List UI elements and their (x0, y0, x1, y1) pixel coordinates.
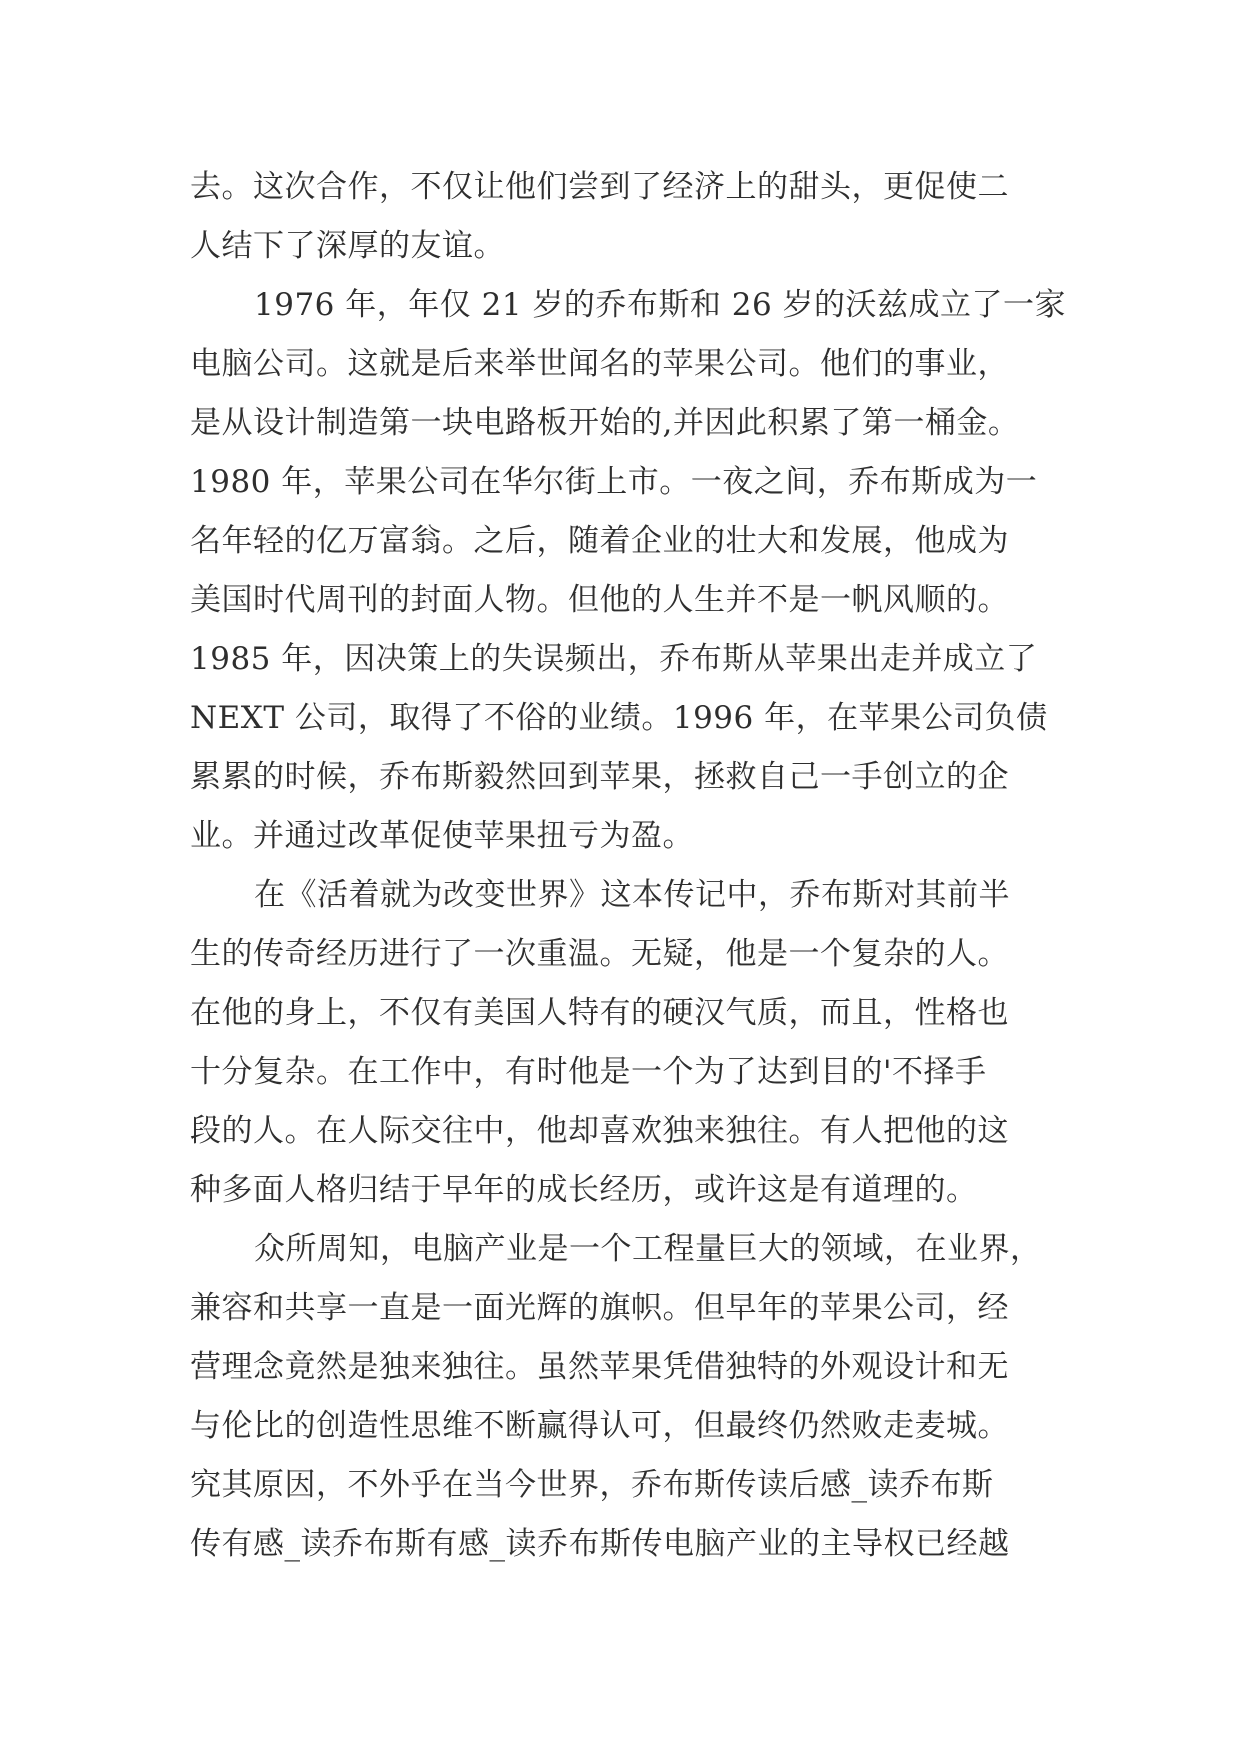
text-line: 去。这次合作，不仅让他们尝到了经济上的甜头，更促使二 (190, 169, 1009, 205)
text-line: 业。并通过改革促使苹果扭亏为盈。 (190, 818, 694, 854)
text-line: 十分复杂。在工作中，有时他是一个为了达到目的'不择手 (190, 1054, 987, 1090)
text-line: 段的人。在人际交往中，他却喜欢独来独往。有人把他的这 (190, 1113, 1009, 1149)
text-line: 究其原因，不外乎在当今世界，乔布斯传读后感_读乔布斯 (190, 1467, 994, 1503)
text-line: 人结下了深厚的友谊。 (190, 228, 505, 264)
text-line: 是从设计制造第一块电路板开始的,并因此积累了第一桶金。 (190, 405, 1020, 441)
text-line: 累累的时候，乔布斯毅然回到苹果，拯救自己一手创立的企 (190, 759, 1009, 795)
text-line: 与伦比的创造性思维不断赢得认可，但最终仍然败走麦城。 (190, 1408, 1009, 1444)
text-line: 1980 年，苹果公司在华尔街上市。一夜之间，乔布斯成为一 (190, 464, 1038, 500)
body-text (190, 158, 1070, 1574)
text-line: 生的传奇经历进行了一次重温。无疑，他是一个复杂的人。 (190, 936, 1009, 972)
text-line: 种多面人格归结于早年的成长经历，或许这是有道理的。 (190, 1172, 978, 1208)
text-line: 名年轻的亿万富翁。之后，随着企业的壮大和发展，他成为 (190, 523, 1009, 559)
text-line: 传有感_读乔布斯有感_读乔布斯传电脑产业的主导权已经越 (190, 1526, 1010, 1562)
paragraph-start-line: 1976 年，年仅 21 岁的乔布斯和 26 岁的沃兹成立了一家 (254, 287, 1067, 323)
text-line: NEXT 公司，取得了不俗的业绩。1996 年，在苹果公司负债 (190, 700, 1048, 736)
text-line: 营理念竟然是独来独往。虽然苹果凭借独特的外观设计和无 (190, 1349, 1009, 1385)
text-line: 1985 年，因决策上的失误频出，乔布斯从苹果出走并成立了 (190, 641, 1038, 677)
text-line: 美国时代周刊的封面人物。但他的人生并不是一帆风顺的。 (190, 582, 1009, 618)
text-line: 电脑公司。这就是后来举世闻名的苹果公司。他们的事业， (190, 346, 1009, 382)
paragraph-start-line: 众所周知，电脑产业是一个工程量巨大的领域，在业界， (254, 1231, 1042, 1267)
paragraph-start-line: 在《活着就为改变世界》这本传记中，乔布斯对其前半 (254, 877, 1010, 913)
text-line: 在他的身上，不仅有美国人特有的硬汉气质，而且，性格也 (190, 995, 1009, 1031)
text-line: 兼容和共享一直是一面光辉的旗帜。但早年的苹果公司，经 (190, 1290, 1009, 1326)
